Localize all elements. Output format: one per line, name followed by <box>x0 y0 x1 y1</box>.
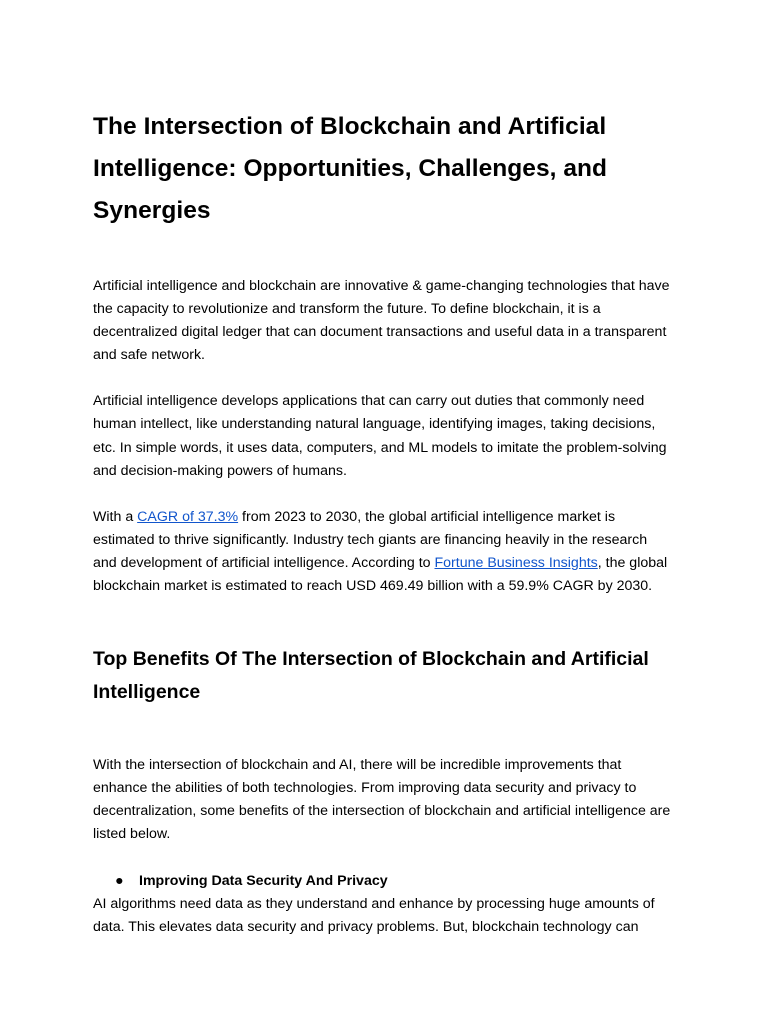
data-security-paragraph: AI algorithms need data as they understand and enhance by processing huge amounts of data. This elevates data security and privacy problems. But, blockchain technology can <box>93 895 655 935</box>
intro-paragraph: Artificial intelligence and blockchain are innovative & game-changing technologies that have the capacity to revolutionize and transform the future. To define blockchain, it is a decentralized digital ledger that can document transactions and useful data in a transparent and safe network. <box>93 278 670 364</box>
market-text-3: , the global blockchain market is estimated to reach USD 469.49 billion with a 59.9% CAGR by 2030. <box>93 554 668 595</box>
section-heading: Top Benefits Of The Intersection of Blockchain and Artificial Intelligence <box>93 648 649 704</box>
bullet-text: Improving Data Security And Privacy <box>139 872 388 889</box>
bullet-marker: ● <box>115 872 124 889</box>
benefits-intro-paragraph: With the intersection of blockchain and AI, there will be incredible improvements that enhance the abilities of both technologies. From improving data security and privacy to decentralization, some benefits of the intersection of blockchain and artificial intelligence are listed below. <box>93 757 671 843</box>
market-text-2: from 2023 to 2030, the global artificial intelligence market is estimated to thrive significantly. Industry tech giants are financing heavily in the research and development of artificial intelligence. According to <box>93 508 648 571</box>
market-text-1: With a <box>93 508 138 525</box>
document-body <box>93 106 673 939</box>
cagr-link[interactable]: CAGR of 37.3% <box>137 508 239 525</box>
fortune-business-insights-link[interactable]: Fortune Business Insights <box>434 554 598 571</box>
list-item <box>93 870 673 893</box>
page-title: The Intersection of Blockchain and Artificial Intelligence: Opportunities, Challenges, and Synergies <box>93 113 608 224</box>
ai-definition-paragraph: Artificial intelligence develops applications that can carry out duties that commonly need human intellect, like understanding natural language, identifying images, taking decisions, etc. In simple words, it uses data, computers, and ML models to imitate the problem-solving and decision-making powers of humans. <box>93 393 667 479</box>
market-stats-paragraph <box>93 506 673 598</box>
